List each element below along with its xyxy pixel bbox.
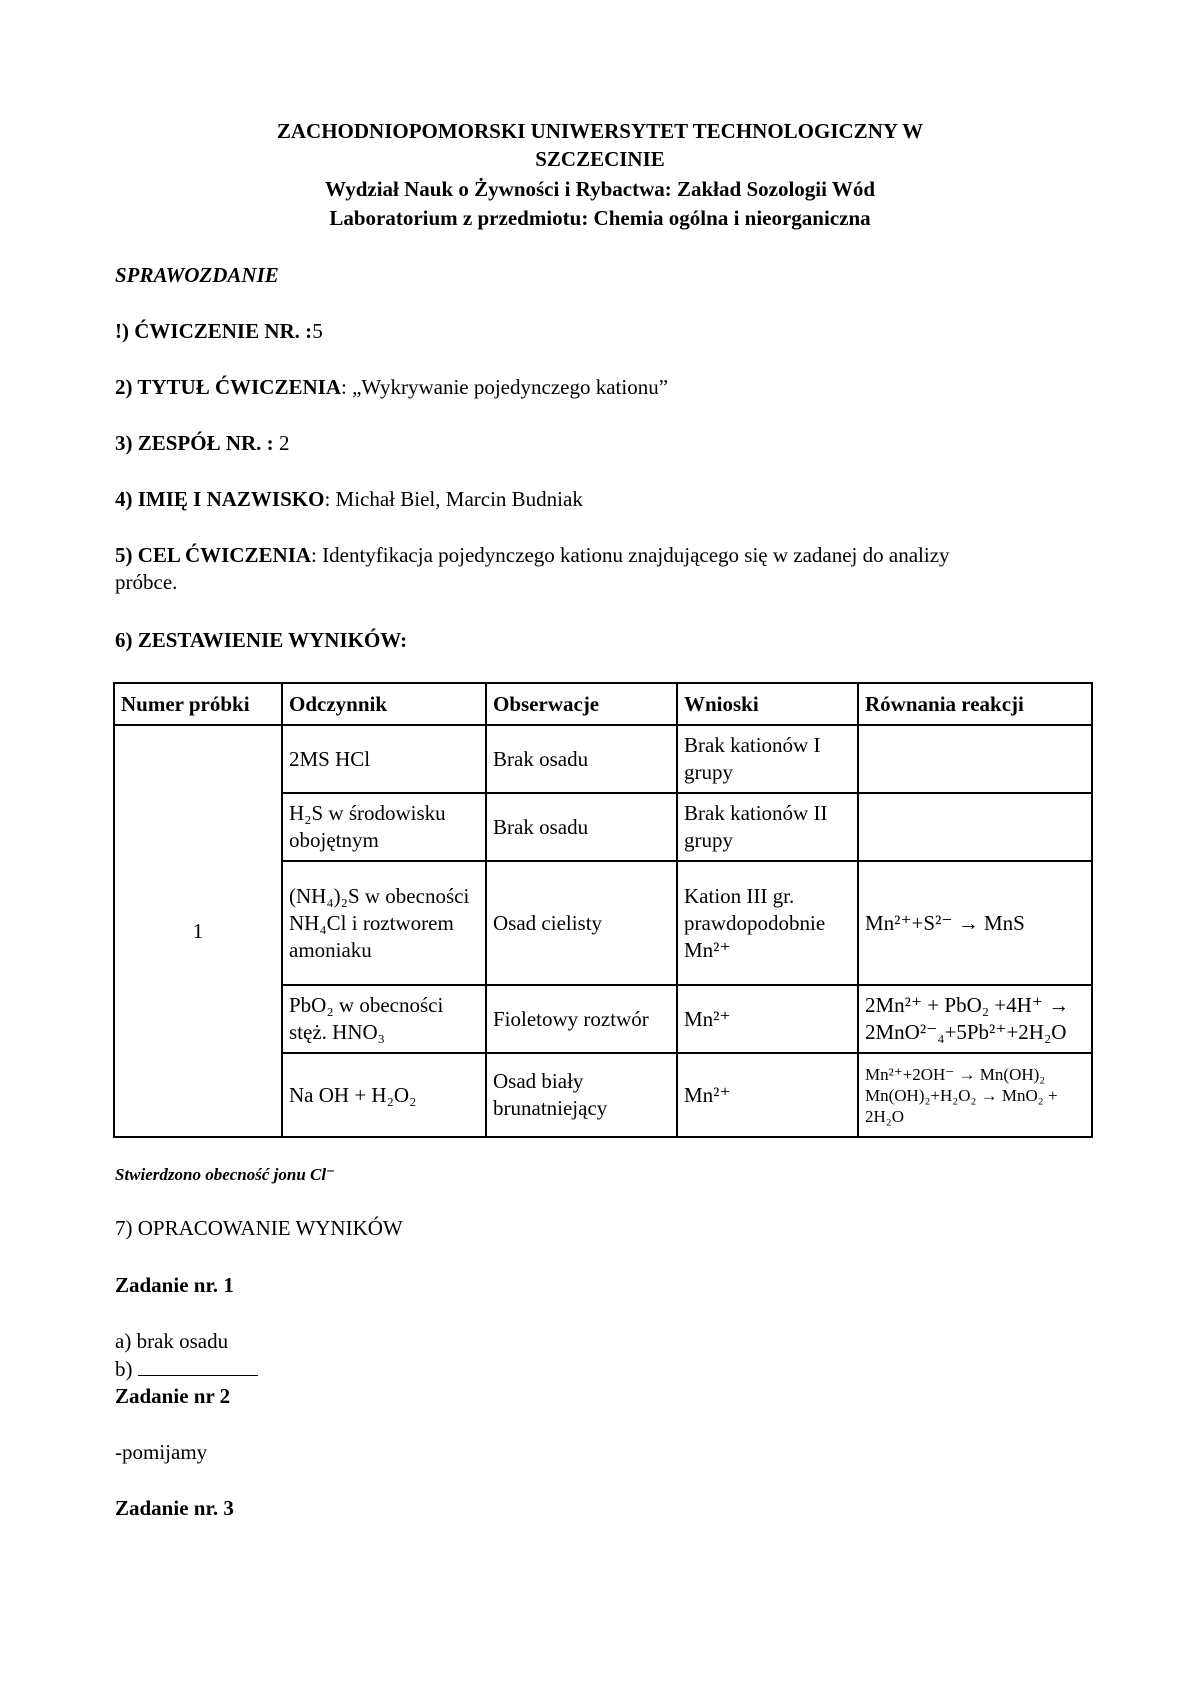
field-names [115,486,583,513]
faculty-line: Wydział Nauk o Żywności i Rybactwa: Zakład Sozologii Wód [324,177,875,201]
names-value: : Michał Biel, Marcin Budniak [324,487,583,511]
equation-cell: Mn²⁺+S²⁻ → MnS [858,861,1092,985]
university-line-2: SZCZECINIE [535,147,665,171]
team-number-value: 2 [273,431,290,455]
conclusion-cell: Mn²⁺ [677,1053,858,1137]
task-1-title: Zadanie nr. 1 [115,1273,234,1297]
reagent-cell: H₂S w środowisku obojętnym [282,793,486,861]
field-goal [115,542,950,596]
conclusion-cell: Brak kationów I grupy [677,725,858,793]
task-1-answer-b [115,1355,258,1383]
team-number-label: 3) ZESPÓŁ NR. : [115,431,274,455]
goal-value-line-1: : Identyfikacja pojedynczego kationu znajdującego się w zadanej do analizy [311,543,950,567]
reagent-cell: (NH₄)₂S w obecności NH₄Cl i roztworem amoniaku [282,861,486,985]
blank-answer-line [138,1355,258,1376]
task-2-text: -pomijamy [115,1440,208,1464]
table-header-row [114,683,1092,725]
names-label: 4) IMIĘ I NAZWISKO [115,487,325,511]
task-1-answer-a: a) brak osadu [115,1329,229,1353]
observation-cell: Fioletowy roztwór [486,985,677,1053]
field-exercise-number [115,318,323,345]
conclusion-note: Stwierdzono obecność jonu Cl⁻ [115,1165,336,1184]
task-3-title: Zadanie nr. 3 [115,1496,234,1520]
exercise-title-label: 2) TYTUŁ ĆWICZENIA [115,375,341,399]
goal-label: 5) CEL ĆWICZENIA [115,543,312,567]
section-7-heading: 7) OPRACOWANIE WYNIKÓW [115,1216,403,1240]
equation-cell [858,793,1092,861]
conclusion-cell: Mn²⁺ [677,985,858,1053]
field-exercise-title [115,374,668,401]
sample-number-cell: 1 [114,725,282,1137]
task-1-answer-b-label: b) [115,1357,138,1381]
observation-cell: Osad biały brunatniejący [486,1053,677,1137]
table-row [114,725,1092,793]
header-observations: Obserwacje [486,683,677,725]
equation-cell [858,725,1092,793]
observation-cell: Brak osadu [486,725,677,793]
exercise-title-value: : „Wykrywanie pojedynczego kationu” [341,375,669,399]
header-reagent: Odczynnik [282,683,486,725]
exercise-number-value: 5 [312,319,323,343]
results-table [113,682,1093,1138]
exercise-number-label: !) ĆWICZENIE NR. : [115,319,313,343]
field-team-number [115,430,289,457]
task-2-title: Zadanie nr 2 [115,1384,231,1408]
reagent-cell: 2MS HCl [282,725,486,793]
reagent-cell: PbO₂ w obecności stęż. HNO₃ [282,985,486,1053]
observation-cell: Brak osadu [486,793,677,861]
lab-line: Laboratorium z przedmiotu: Chemia ogólna i nieorganiczna [329,206,871,230]
equation-cell: 2Mn²⁺ + PbO₂ +4H⁺ → 2MnO²⁻₄+5Pb²⁺+2H₂O [858,985,1092,1053]
header-equations: Równania reakcji [858,683,1092,725]
university-line-1: ZACHODNIOPOMORSKI UNIWERSYTET TECHNOLOGICZNY W [276,119,924,143]
observation-cell: Osad cielisty [486,861,677,985]
equation-cell: Mn²⁺+2OH⁻ → Mn(OH)₂ Mn(OH)₂+H₂O₂ → MnO₂ + 2H₂O [858,1053,1092,1137]
conclusion-cell: Kation III gr. prawdopodobnie Mn²⁺ [677,861,858,985]
header-sample-number: Numer próbki [114,683,282,725]
conclusion-cell: Brak kationów II grupy [677,793,858,861]
goal-value-line-2: próbce. [115,570,178,594]
reagent-cell: Na OH + H₂O₂ [282,1053,486,1137]
results-heading: 6) ZESTAWIENIE WYNIKÓW: [115,628,408,652]
report-title: SPRAWOZDANIE [115,263,279,287]
header-conclusions: Wnioski [677,683,858,725]
